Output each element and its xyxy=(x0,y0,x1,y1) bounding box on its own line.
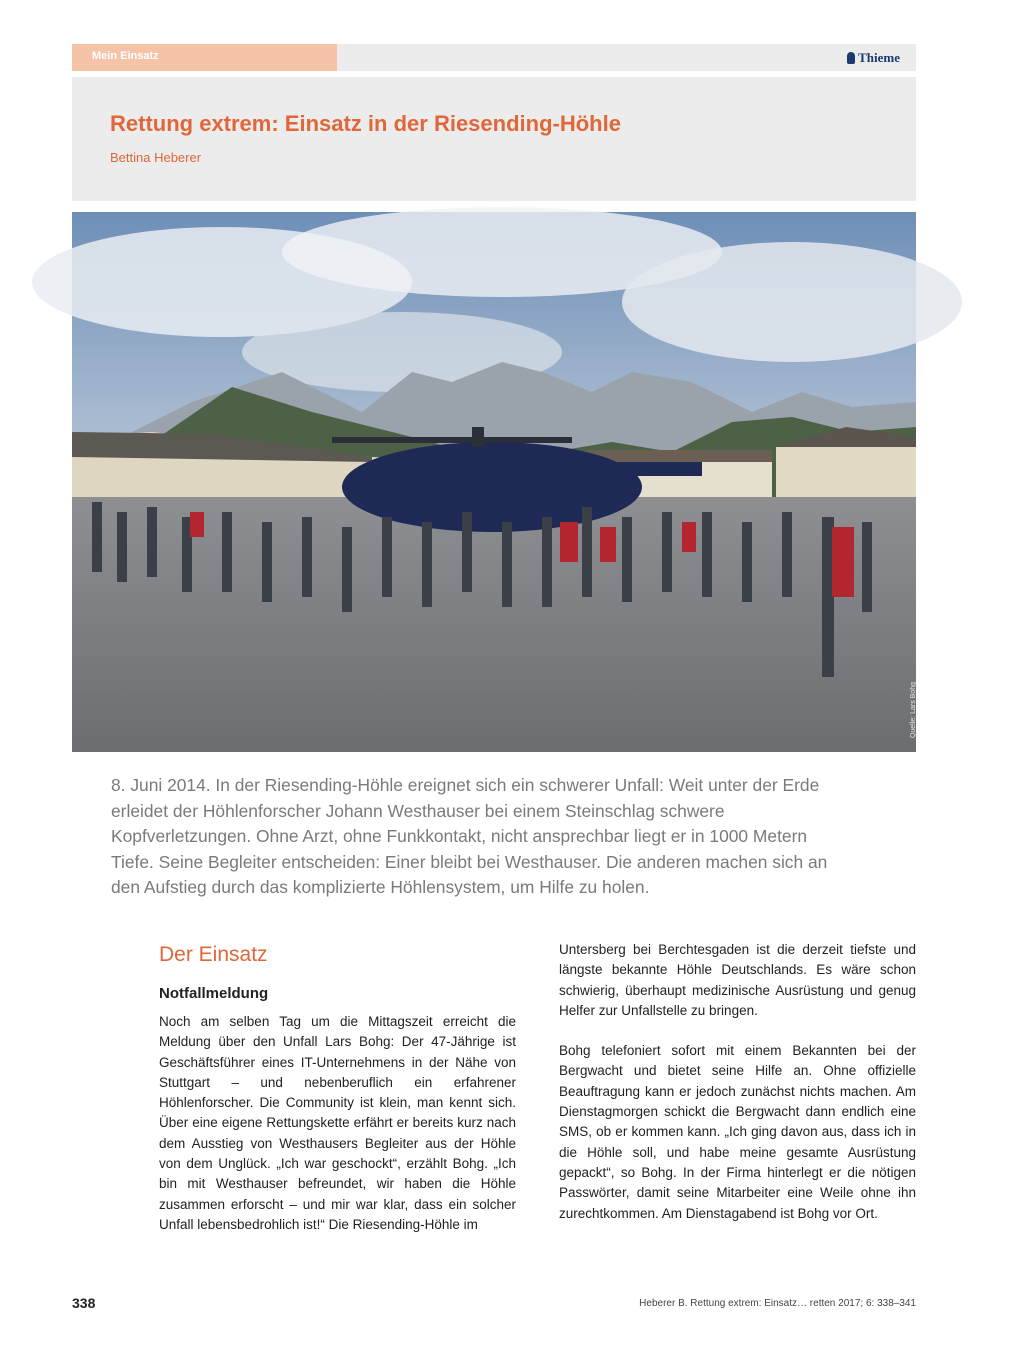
body-column-left xyxy=(159,940,516,1235)
body-paragraph: Noch am selben Tag um die Mittagszeit erreicht die Meldung über den Unfall Lars Bohg: Der 47-Jährige ist Geschäftsführer eines IT-Unternehmens in der Nähe von Stuttgart – und nebenberuflich ein erfahrener Höhlenforscher. Die Community ist klein, man kennt sich. Über eine eigene Rettungskette erfährt er bereits kurz nach dem Ausstieg von Westhausers Begleiter aus der Höhle von dem Unglück. „Ich war geschockt“, erzählt Bohg. „Ich bin mit Westhauser befreundet, wir haben die Höhle zusammen erforscht – und mir war klar, dass ein solcher Unfall lebensbedrohlich ist!“ Die Riesending-Höhle im xyxy=(159,1014,516,1232)
article-header xyxy=(72,77,916,201)
body-paragraph: Bohg telefoniert sofort mit einem Bekannten bei der Bergwacht und bietet seine Hilfe an. Ohne offizielle Beauftragung kann er jedoch zunächst nichts machen. Am Dienstagmorgen schickt die Bergwacht dann endlich eine SMS, ob er kommen kann. „Ich ging davon aus, dass ich in die Höhle soll, und habe meine gesamte Ausrüstung gepackt“, so Bohg. In der Firma hinterlegt er die nötigen Passwörter, damit seine Mitarbeiter eine Weile ohne ihn zurechtkommen. Am Dienstagabend ist Bohg vor Ort. xyxy=(559,1043,916,1221)
lead-paragraph: 8. Juni 2014. In der Riesending-Höhle ereignet sich ein schwerer Unfall: Weit unter der Erde erleidet der Höhlenforscher Johann Westhauser bei einem Steinschlag schwere Kopfverletzungen. Ohne Arzt, ohne Funkkontakt, nicht ansprechbar liegt er in 1000 Metern Tiefe. Seine Begleiter entscheiden: Einer bleibt bei Westhauser. Die anderen machen sich an den Aufstieg durch das komplizierte Höhlensystem, um Hilfe zu holen. xyxy=(111,775,828,897)
article-title: Rettung extrem: Einsatz in der Riesending-Höhle xyxy=(110,111,621,136)
body-paragraph: Untersberg bei Berchtesgaden ist die derzeit tiefste und längste bekannte Höhle Deutschlands. Es wäre schon schwierig, überhaupt medizinische Ausrüstung und genug Helfer zur Unfallstelle zu bringen. xyxy=(559,942,916,1018)
article-photo xyxy=(72,212,916,752)
body-column-right xyxy=(559,940,916,1224)
photo-credit: Quelle: Lars Bohg xyxy=(910,682,917,739)
thieme-logo-icon xyxy=(847,52,855,64)
section-heading: Der Einsatz xyxy=(159,943,268,966)
section-label: Mein Einsatz xyxy=(72,44,337,71)
top-bar xyxy=(72,44,916,71)
page-number: 338 xyxy=(72,1295,96,1311)
article-author: Bettina Heberer xyxy=(110,150,202,165)
subheading: Notfallmeldung xyxy=(159,985,269,1002)
publisher-logo xyxy=(847,44,900,71)
citation: Heberer B. Rettung extrem: Einsatz… retten 2017; 6: 338–341 xyxy=(639,1298,916,1309)
photo-illustration xyxy=(72,212,916,752)
publisher-name: Thieme xyxy=(858,50,900,65)
